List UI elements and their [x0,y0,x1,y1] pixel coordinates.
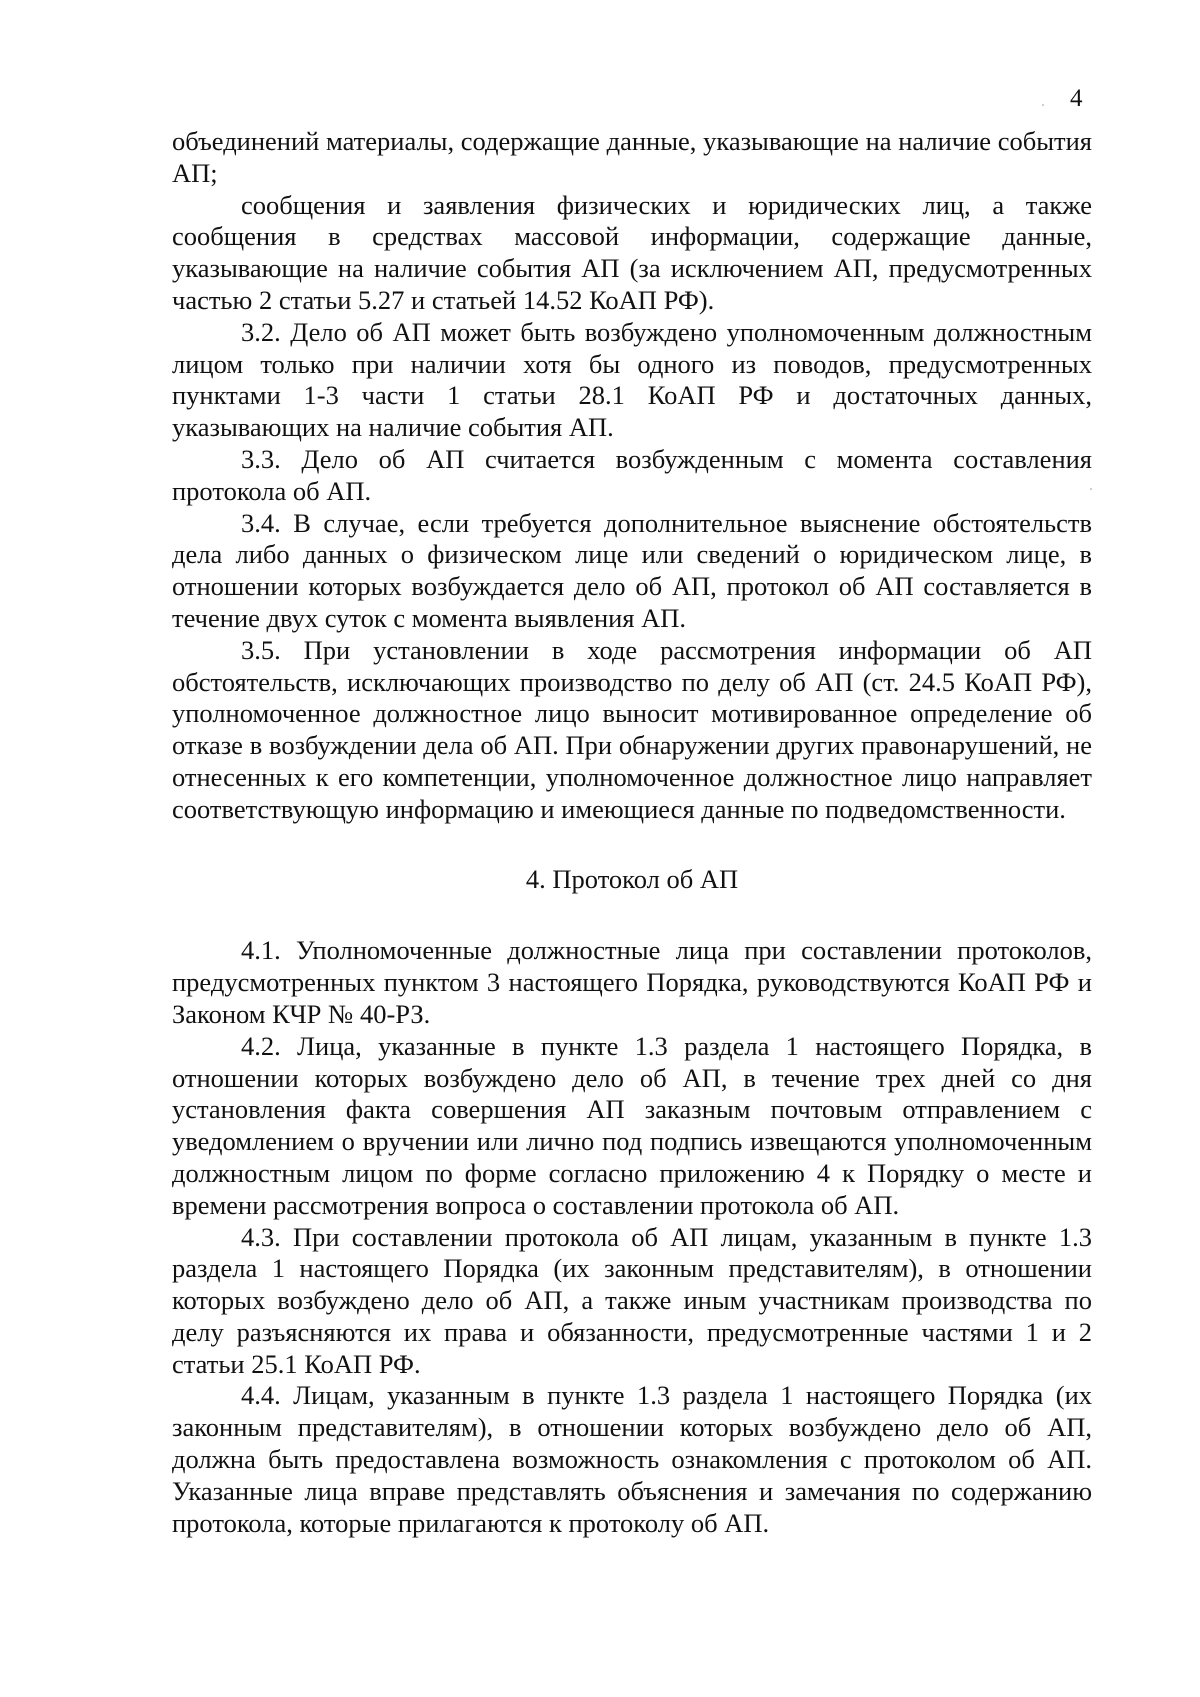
paragraph: объединений материалы, содержащие данные, указывающие на наличие события АП; [172,126,1092,188]
paragraph-3-4: 3.4. В случае, если требуется дополнительное выяснение обстоятельств дела либо данных о физическом лице или сведений о юридическом лице, в отношении которых возбуждается дело об АП, протокол об АП составляется в течение двух суток с момента выявления АП. [172,507,1092,633]
paragraph-3-5: 3.5. При установлении в ходе рассмотрения информации об АП обстоятельств, исключающих производство по делу об АП (ст. 24.5 КоАП РФ), уполномоченное должностное лицо выносит мотивированное определение об отказе в возбуждении дела об АП. При обнаружении других правонарушений, не отнесенных к его компетенции, уполномоченное должностное лицо направляет соответствующую информацию и имеющиеся данные по подведомственности. [172,634,1092,824]
document-body [172,126,1092,1539]
scan-artifact-dot [1042,104,1044,106]
section-heading: 4. Протокол об АП [525,863,739,894]
paragraph-4-1: 4.1. Уполномоченные должностные лица при составлении протоколов, предусмотренных пунктом 3 настоящего Порядка, руководствуются КоАП РФ и Законом КЧР № 40-РЗ. [172,935,1092,1029]
paragraph-3-3: 3.3. Дело об АП считается возбужденным с момента составления протокола об АП. [172,443,1092,506]
paragraph-4-4: 4.4. Лицам, указанным в пункте 1.3 раздела 1 настоящего Порядка (их законным представителям), в отношении которых возбуждено дело об АП, должна быть предоставлена возможность ознакомления с протоколом об АП. Указанные лица вправе представлять объяснения и замечания по содержанию протокола, которые прилагаются к протоколу об АП. [172,1380,1092,1538]
paragraph-3-2: 3.2. Дело об АП может быть возбуждено уполномоченным должностным лицом только при наличии хотя бы одного из поводов, предусмотренных пунктами 1-3 части 1 статьи 28.1 КоАП РФ и достаточных данных, указывающих на наличие события АП. [172,316,1092,443]
paragraph-4-2: 4.2. Лица, указанные в пункте 1.3 раздела 1 настоящего Порядка, в отношении которых возбуждено дело об АП, в течение трех дней со дня установления факта совершения АП заказным почтовым отправлением с уведомлением о вручении или лично под подпись извещаются уполномоченным должностным лицом по форме согласно приложению 4 к Порядку о месте и времени рассмотрения вопроса о составлении протокола об АП. [172,1030,1092,1220]
paragraph-4-3: 4.3. При составлении протокола об АП лицам, указанным в пункте 1.3 раздела 1 настоящего Порядка (их законным представителям), в отношении которых возбуждено дело об АП, а также иным участникам производства по делу разъясняются их права и обязанности, предусмотренные частями 1 и 2 статьи 25.1 КоАП РФ. [172,1221,1092,1379]
paragraph: сообщения и заявления физических и юридических лиц, а также сообщения в средствах массовой информации, содержащие данные, указывающие на наличие события АП (за исключением АП, предусмотренных частью 2 статьи 5.27 и статьей 14.52 КоАП РФ). [172,189,1092,315]
page-number: 4 [1070,85,1083,112]
